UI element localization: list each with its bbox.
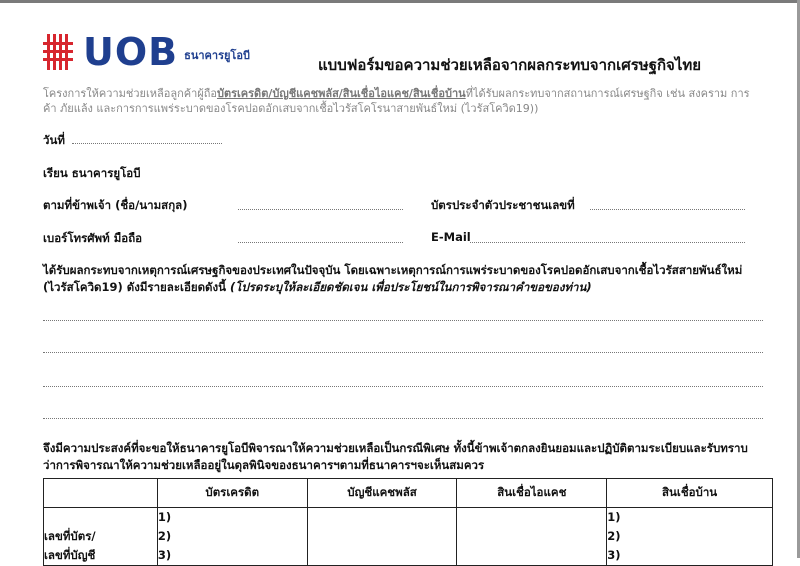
salutation: เรียน ธนาคารยูโอบี [43,166,141,180]
intro-prefix: โครงการให้ความช่วยเหลือลูกค้าผู้ถือ [43,87,217,100]
cashplus-numbers[interactable] [307,508,457,566]
credit-card-numbers[interactable] [157,508,307,566]
icash-numbers[interactable] [457,508,607,566]
phone-label: เบอร์โทรศัพท์ มือถือ [43,231,143,245]
table-row [44,508,773,566]
table-header: บัญชีแคชพลัส [307,479,457,508]
uob-logo-mark-icon [43,34,77,70]
id-card-field[interactable] [590,209,745,210]
phone-field[interactable] [238,242,403,243]
table-header: บัตรเครดิต [157,479,307,508]
date-field[interactable] [72,143,222,144]
list-item: 2) [607,529,621,543]
impact-text: ได้รับผลกระทบจากเหตุการณ์เศรษฐกิจของประเทศในปัจจุบัน โดยเฉพาะเหตุการณ์การแพร่ระบาดของโรคปอดอักเสบจากเชื้อไวรัสสายพันธ์ใหม่ (ไวรัสโควิด19) ดังมีรายละเอียดดังนี้ [43,263,743,294]
row-label-line: เลขที่บัญชี [44,548,96,562]
id-card-label: บัตรประจำตัวประชาชนเลขที่ [431,198,575,212]
list-item: 3) [607,548,621,562]
impact-line[interactable] [43,320,763,321]
table-header-empty [44,479,158,508]
uob-logo-text: UOB [83,30,179,74]
window-top-border [0,0,800,3]
row-label-line: เลขที่บัตร/ [44,529,96,543]
consent-paragraph: จึงมีความประสงค์ที่จะขอให้ธนาคารยูโอบีพิจารณาให้ความช่วยเหลือเป็นกรณีพิเศษ ทั้งนี้ข้าพเจ้าตกลงยินยอมและปฏิบัติตามระเบียบและรับทราบว่าการพิจารณาให้ความช่วยเหลืออยู่ในดุลพินิจของธนาคารฯตามที่ธนาคารฯจะเห็นสมควร [43,441,748,472]
list-item: 2) [157,529,172,543]
email-field[interactable] [470,242,745,243]
name-field[interactable] [238,209,403,210]
row-label [44,508,158,566]
table-header: สินเชื่อไอแคช [457,479,607,508]
name-label: ตามที่ข้าพเจ้า (ชื่อ/นามสกุล) [43,198,188,212]
intro-products: บัตรเครดิต/บัญชีแคชพลัส/สินเชื่อไอแคช/สินเชื่อบ้าน [216,87,466,100]
list-item: 1) [607,510,621,524]
home-loan-numbers[interactable] [607,508,773,566]
date-label: วันที่ [43,133,65,147]
impact-paragraph [43,262,763,296]
impact-note: (โปรดระบุให้ละเอียดชัดเจน เพื่อประโยชน์ในการพิจารณาคำขอของท่าน) [230,280,592,294]
uob-thai-name: ธนาคารยูโอบี [184,49,250,62]
intro-text [43,86,763,116]
impact-line[interactable] [43,418,763,419]
form-title: แบบฟอร์มขอความช่วยเหลือจากผลกระทบจากเศรษฐกิจไทย [318,56,702,74]
uob-logo [43,32,250,72]
intro-suffix: ที่ได้รับผลกระทบจากสถานการณ์เศรษฐกิจ เช่น สงคราม การค้า ภัยแล้ง และการการแพร่ระบาดของโรคปอดอักเสบจากเชื้อไวรัสโคโรนาสายพันธ์ใหม่ (ไวรัสโควิด19)) [43,87,750,115]
list-item: 3) [157,548,172,562]
account-table [43,478,773,566]
table-header: สินเชื่อบ้าน [607,479,773,508]
email-label: E-Mail [431,230,471,244]
table-header-row [44,479,773,508]
list-item: 1) [157,510,172,524]
impact-line[interactable] [43,352,763,353]
impact-line[interactable] [43,386,763,387]
